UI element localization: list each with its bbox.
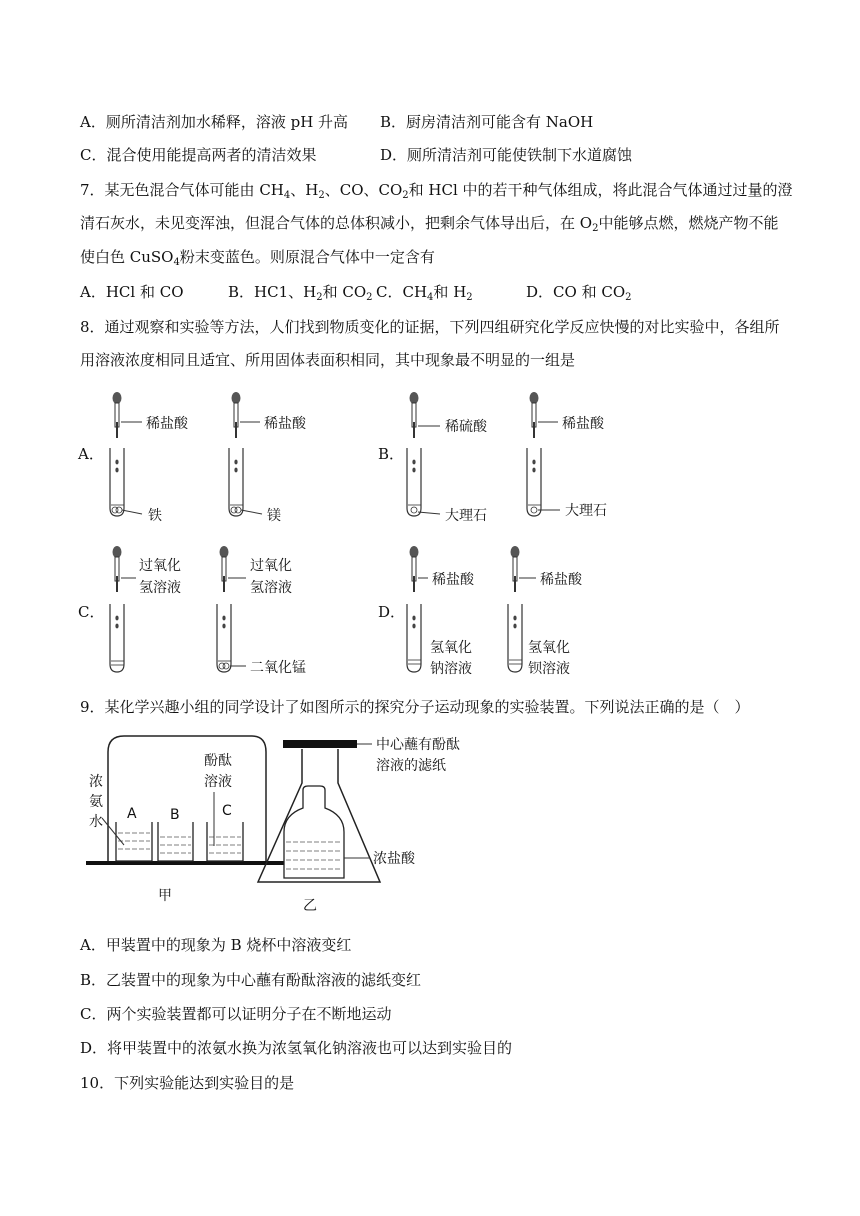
fig-d-solution-2-line2: 钡溶液 (528, 661, 570, 677)
ammonia-label-3: 水 (89, 814, 103, 830)
fig-yi-caption: 乙 (303, 898, 317, 914)
q9-option-d: D．将甲装置中的浓氨水换为浓氢氧化钠溶液也可以达到实验目的 (80, 1039, 513, 1057)
q9-option-c: C．两个实验装置都可以证明分子在不断地运动 (80, 1005, 392, 1023)
q7-option-c: C．$CH_4$和 $H_2$ (376, 283, 473, 303)
phenol-label-1: 酚酞 (204, 753, 232, 769)
q6-option-b: B．厨房清洁剂可能含有 NaOH (380, 113, 594, 131)
q8-fig-c (110, 546, 306, 676)
q7-option-d: D．CO 和 $CO_2$ (526, 283, 632, 303)
q8-fig-b (407, 392, 607, 524)
filter-paper-label-1: 中心蘸有酚酞 (376, 737, 460, 753)
fig-d-reagent-2: 稀盐酸 (540, 572, 582, 588)
fig-b-solid-2: 大理石 (565, 503, 607, 519)
q8-stem-line2: 用溶液浓度相同且适宜、所用固体表面积相同，其中现象最不明显的一组是 (80, 351, 576, 369)
q8-label-b: B． (378, 445, 405, 463)
q9-fig-yi (258, 736, 460, 914)
q6-option-c: C．混合使用能提高两者的清洁效果 (80, 146, 317, 164)
fig-d-solution-2-line1: 氢氧化 (528, 640, 570, 656)
q8-label-d: D． (378, 603, 406, 621)
fig-d-reagent-1: 稀盐酸 (432, 572, 474, 588)
fig-d-solution-1-line2: 钠溶液 (430, 661, 472, 677)
q9-stem: 9．某化学兴趣小组的同学设计了如图所示的探究分子运动现象的实验装置。下列说法正确的是（ ） (80, 698, 750, 716)
fig-d-solution-1-line1: 氢氧化 (430, 640, 472, 656)
q8-label-a: A． (78, 445, 104, 463)
fig-a-reagent-1: 稀盐酸 (146, 416, 188, 432)
fig-c-solid-2: 二氧化锰 (250, 660, 306, 676)
q9-option-b: B．乙装置中的现象为中心蘸有酚酞溶液的滤纸变红 (80, 971, 422, 989)
q6-option-d: D．厕所清洁剂可能使铁制下水道腐蚀 (380, 146, 633, 164)
q9-figures (0, 728, 860, 928)
q7-stem-line2: 清石灰水，未见变浑浊，但混合气体的总体积减小，把剩余气体导出后，在 $O_2$中能够点燃，燃烧产物不能 (80, 214, 779, 234)
q7-stem-line1: 7．某无色混合气体可能由 $CH_4$、$H_2$、CO、$CO_2$和 HCl 中的若干种气体组成，将此混合气体通过过量的澄 (80, 181, 793, 201)
q8-label-c: C． (78, 603, 105, 621)
fig-b-reagent-2: 稀盐酸 (562, 416, 604, 432)
beaker-c-label: C (222, 803, 232, 819)
q9-fig-jia (86, 736, 292, 904)
fig-c-reagent-2-line2: 氢溶液 (250, 580, 292, 596)
fig-a-solid-1: 铁 (148, 508, 162, 524)
fig-c-reagent-1-line2: 氢溶液 (139, 580, 181, 596)
fig-b-reagent-1: 稀硫酸 (445, 419, 487, 435)
phenol-label-2: 溶液 (204, 774, 232, 790)
q7-option-a: A．HCl 和 CO (80, 283, 184, 301)
filter-paper-label-2: 溶液的滤纸 (376, 758, 446, 774)
q7-option-b: B．HC1、$H_2$和 $CO_2$ (228, 283, 373, 303)
q7-stem-line3: 使白色 CuSO$_4$粉末变蓝色。则原混合气体中一定含有 (80, 248, 435, 268)
q8-fig-a (110, 392, 307, 524)
fig-b-solid-1: 大理石 (445, 508, 487, 524)
fig-a-reagent-2: 稀盐酸 (264, 416, 306, 432)
fig-c-reagent-1-line1: 过氧化 (139, 558, 181, 574)
q9-option-a: A．甲装置中的现象为 B 烧杯中溶液变红 (80, 936, 352, 954)
fig-a-solid-2: 镁 (267, 508, 281, 524)
ammonia-label-1: 浓 (89, 774, 103, 790)
ammonia-label-2: 氨 (89, 794, 103, 810)
q8-stem-line1: 8．通过观察和实验等方法，人们找到物质变化的证据，下列四组研究化学反应快慢的对比实验中，各组所 (80, 318, 780, 336)
q10-stem: 10．下列实验能达到实验目的是 (80, 1074, 295, 1092)
fig-jia-caption: 甲 (158, 888, 172, 904)
fig-c-reagent-2-line1: 过氧化 (250, 558, 292, 574)
hcl-label: 浓盐酸 (373, 851, 415, 867)
q8-fig-d (407, 546, 583, 677)
q6-option-a: A．厕所清洁剂加水稀释，溶液 pH 升高 (80, 113, 349, 131)
beaker-a-label: A (127, 806, 137, 822)
beaker-b-label: B (170, 807, 180, 823)
